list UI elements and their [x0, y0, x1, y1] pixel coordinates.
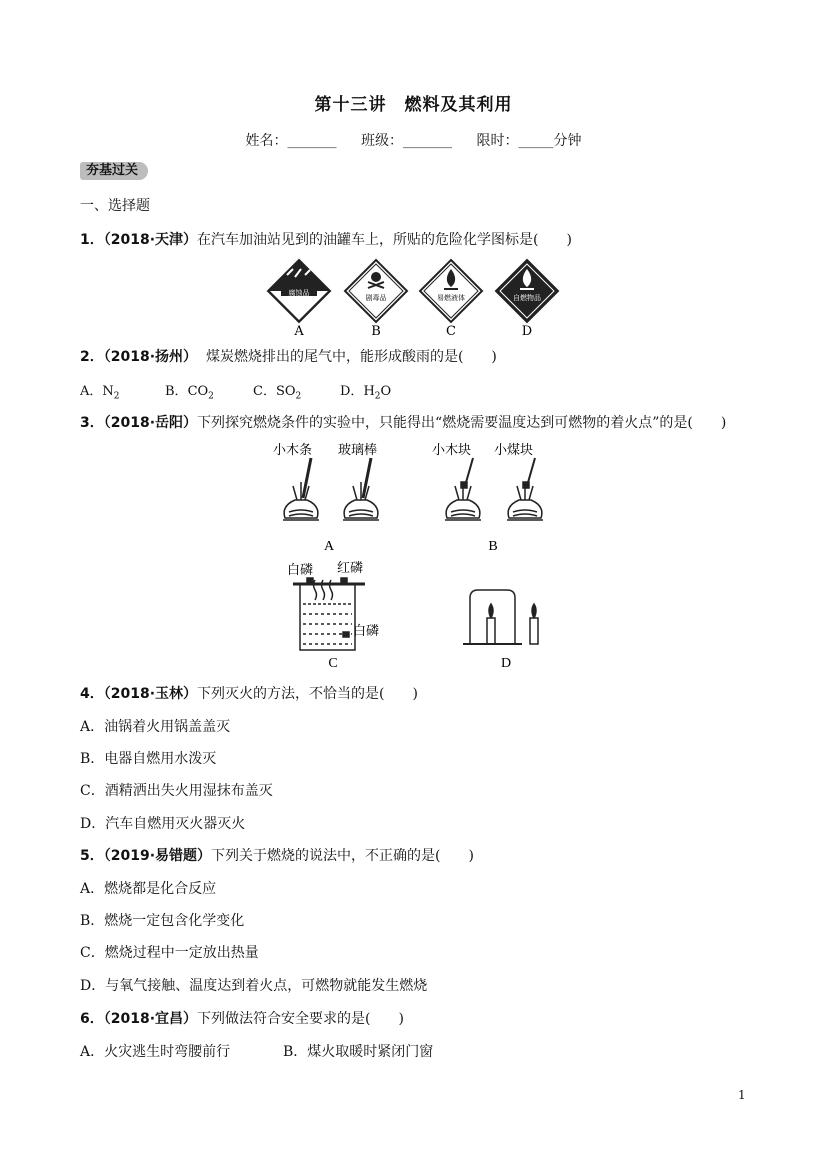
figure-letter: B [488, 539, 498, 554]
section-badge: 夯基过关 [80, 162, 148, 180]
question-5 [80, 845, 474, 865]
question-source: （2018·玉林） [103, 686, 198, 702]
question-number: 6． [80, 1011, 104, 1027]
question-number: 5． [80, 848, 104, 864]
question-number: 4． [80, 686, 104, 702]
time-field: 限时：_____分钟 [476, 133, 582, 149]
page-title: 第十三讲 燃料及其利用 [314, 95, 513, 115]
question-text: 下列关于燃烧的说法中，不正确的是( ) [211, 848, 474, 864]
option-letter: A [294, 324, 304, 339]
label-white-phosphorus-water: 白磷 [353, 623, 380, 638]
question-text: 下列做法符合安全要求的是( ) [197, 1011, 404, 1027]
figure-letter: D [500, 656, 512, 671]
label-red-phosphorus: 红磷 [337, 560, 364, 575]
option-b: B．燃烧一定包含化学变化 [80, 913, 245, 929]
option-a: A．火灾逃生时弯腰前行 [80, 1044, 231, 1060]
question-source: （2019·易错题） [103, 848, 212, 864]
option-a: A．$N_2$ [80, 384, 120, 402]
beaker-apparatus [293, 578, 365, 650]
option-letter: C [446, 324, 456, 339]
option-letter: D [521, 324, 533, 339]
figure-letter: C [328, 656, 338, 671]
alcohol-lamp [507, 458, 543, 520]
alcohol-lamp [343, 458, 379, 520]
option-a: A．燃烧都是化合反应 [80, 881, 217, 897]
option-d: D．汽车自燃用灭火器灭火 [80, 816, 246, 832]
label-coal-block: 小煤块 [494, 442, 534, 457]
label-white-phosphorus-top: 白磷 [287, 562, 314, 577]
option-c: C．燃烧过程中一定放出热量 [80, 945, 259, 961]
page-number: 1 [738, 1088, 746, 1102]
question-3 [80, 412, 726, 432]
name-field: 姓名：_______ [245, 133, 337, 149]
option-b: B．煤火取暖时紧闭门窗 [283, 1044, 434, 1060]
label-wood-stick: 小木条 [273, 442, 313, 457]
question-source: （2018·岳阳） [103, 415, 198, 431]
alcohol-lamp [445, 458, 481, 520]
sign-label: 易燃液体 [437, 294, 465, 302]
option-d: D．与氧气接触、温度达到着火点，可燃物就能发生燃烧 [80, 978, 428, 994]
combustion-experiment-figures [265, 438, 565, 673]
question-source: （2018·宜昌） [103, 1011, 198, 1027]
option-c: C．$SO_2$ [253, 384, 302, 402]
toxic-sign [345, 260, 407, 339]
alcohol-lamp [283, 458, 319, 520]
question-number: 3． [80, 415, 104, 431]
student-info [0, 130, 827, 150]
question-source: （2018·扬州） [103, 349, 198, 365]
question-2 [80, 346, 497, 366]
option-c: C．酒精洒出失火用湿抹布盖灭 [80, 783, 273, 799]
hazard-signs [265, 255, 565, 340]
option-b: B．$CO_2$ [165, 384, 214, 402]
question-text: 煤炭燃烧排出的尾气中，能形成酸雨的是( ) [205, 349, 497, 365]
figure-letter: A [323, 539, 335, 554]
question-text: 下列灭火的方法，不恰当的是( ) [197, 686, 418, 702]
option-a: A．油锅着火用锅盖盖灭 [80, 719, 231, 735]
question-text: 下列探究燃烧条件的实验中，只能得出“燃烧需要温度达到可燃物的着火点”的是( ) [197, 415, 727, 431]
spontaneous-combustion-sign [496, 260, 558, 339]
candle-jar-apparatus [463, 590, 538, 644]
question-text: 在汽车加油站见到的油罐车上，所贴的危险化学图标是( ) [197, 232, 572, 248]
label-wood-block: 小木块 [432, 442, 472, 457]
sign-label: 腐蚀品 [288, 289, 310, 297]
question-1 [80, 229, 572, 249]
question-number: 1． [80, 232, 104, 248]
corrosive-sign [268, 260, 330, 339]
option-b: B．电器自燃用水泼灭 [80, 751, 217, 767]
question-number: 2． [80, 349, 104, 365]
question-4 [80, 683, 418, 703]
flammable-liquid-sign [420, 260, 482, 339]
option-letter: B [371, 324, 381, 339]
sign-label: 剧毒品 [365, 294, 387, 302]
option-d: D．$H_2O$ [340, 384, 392, 402]
section-heading: 一、选择题 [80, 198, 150, 214]
class-field: 班级：_______ [361, 133, 452, 149]
sign-label: 自燃物品 [513, 294, 541, 302]
label-glass-rod: 玻璃棒 [338, 442, 378, 457]
question-6 [80, 1008, 404, 1028]
question-source: （2018·天津） [103, 232, 198, 248]
